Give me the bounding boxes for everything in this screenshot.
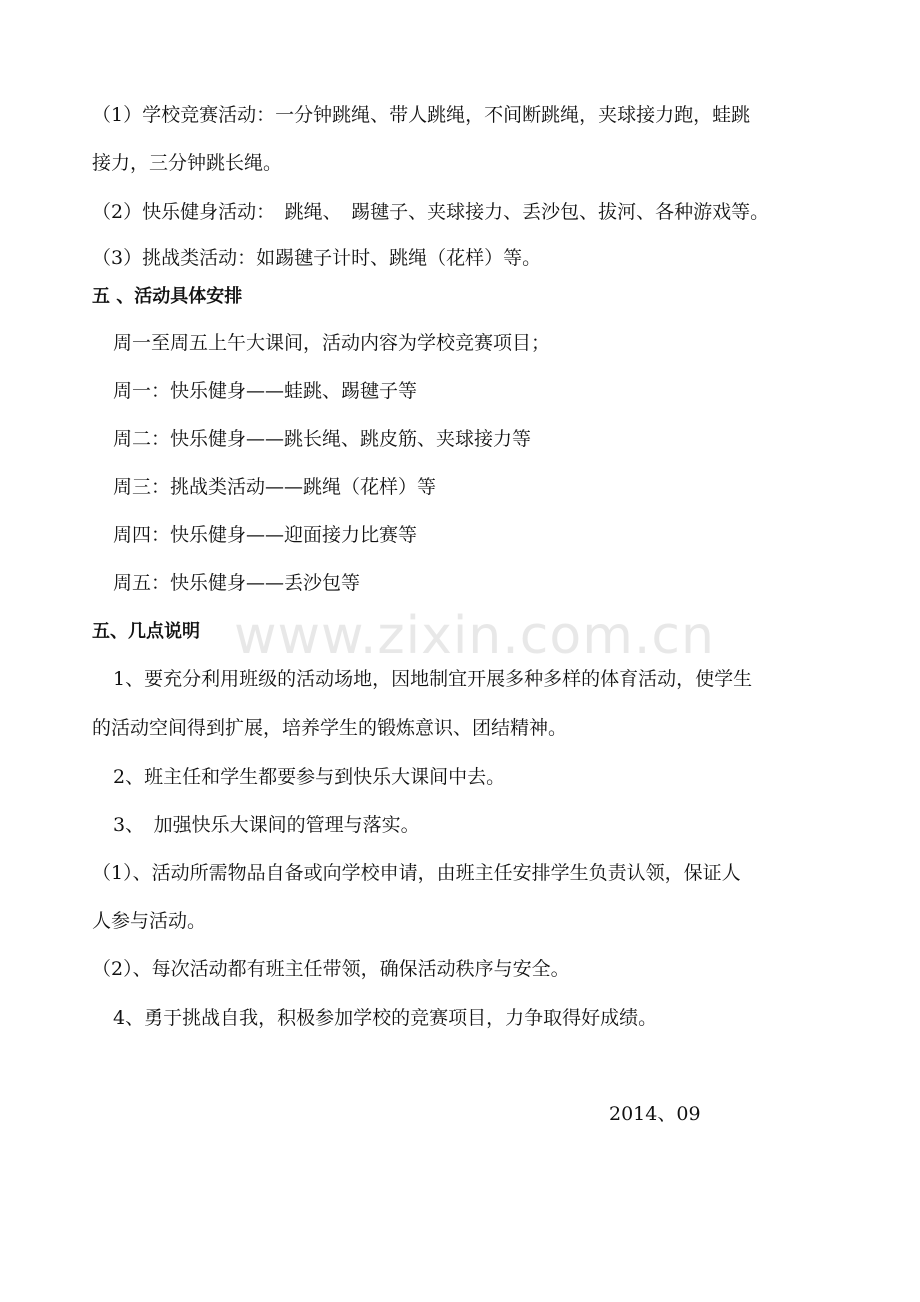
note-1-line-1: 1、要充分利用班级的活动场地，因地制宜开展多种多样的体育活动，使学生 [113,668,753,690]
schedule-day-monday: 周一：快乐健身——蛙跳、踢毽子等 [113,380,418,402]
note-3-sub-1-line-2: 人参与活动。 [92,910,207,932]
activity-item-2: （2）快乐健身活动： 跳绳、 踢毽子、夹球接力、丢沙包、拔河、各种游戏等。 [92,201,770,223]
note-3-sub-1-line-1: （1）、活动所需物品自备或向学校申请，由班主任安排学生负责认领，保证人 [92,862,741,884]
note-1-line-2: 的活动空间得到扩展，培养学生的锻炼意识、团结精神。 [92,717,568,739]
note-3-sub-2: （2）、每次活动都有班主任带领，确保活动秩序与安全。 [92,958,570,980]
note-4: 4、勇于挑战自我，积极参加学校的竞赛项目，力争取得好成绩。 [113,1007,658,1029]
activity-item-1-line-2: 接力，三分钟跳长绳。 [92,152,283,174]
activity-item-3: （3）挑战类活动：如踢毽子计时、跳绳（花样）等。 [92,247,542,269]
schedule-day-thursday: 周四：快乐健身——迎面接力比赛等 [113,524,418,546]
note-3: 3、 加强快乐大课间的管理与落实。 [113,814,420,836]
activity-item-1-line-1: （1）学校竞赛活动：一分钟跳绳、带人跳绳，不间断跳绳，夹球接力跑，蛙跳 [92,104,751,126]
watermark: www.zixin.com.cn [234,606,715,666]
document-date: 2014、09 [609,1103,701,1125]
schedule-day-friday: 周五：快乐健身——丢沙包等 [113,572,361,594]
schedule-heading: 五 、活动具体安排 [92,286,243,307]
note-2: 2、班主任和学生都要参与到快乐大课间中去。 [113,766,506,788]
notes-heading: 五、几点说明 [92,621,200,642]
schedule-day-tuesday: 周二：快乐健身——跳长绳、跳皮筋、夹球接力等 [113,428,532,450]
schedule-day-wednesday: 周三：挑战类活动——跳绳（花样）等 [113,476,437,498]
schedule-intro: 周一至周五上午大课间，活动内容为学校竞赛项目； [113,332,551,354]
